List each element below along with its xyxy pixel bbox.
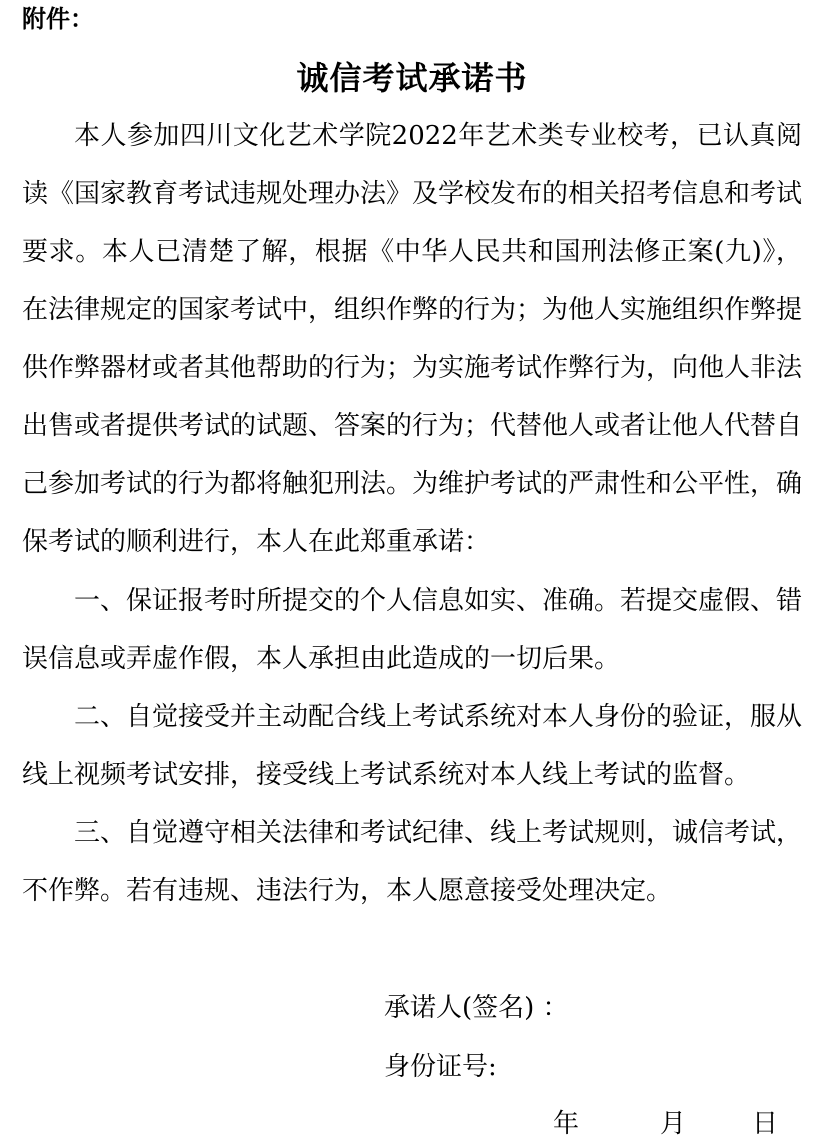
signer-signature-label: 承诺人(签名) ： [384, 993, 569, 1023]
commitment-item-3: 三、自觉遵守相关法律和考试纪律、线上考试规则，诚信考试，不作弊。若有违规、违法行为，本人愿意接受处理决定。 [22, 818, 803, 906]
intro-paragraph: 本人参加四川文化艺术学院2022年艺术类专业校考，已认真阅读《国家教育考试违规处理办法》及学校发布的相关招考信息和考试要求。本人已清楚了解，根据《中华人民共和国刑法修正案(九)》，在法律规定的国家考试中，组织作弊的行为；为他人实施组织作弊提供作弊器材或者其他帮助的行为；为实施考试作弊行为，向他人非法出售或者提供考试的试题、答案的行为；代替他人或者让他人代替自己参加考试的行为都将触犯刑法。为维护考试的严肃性和公平性，确保考试的顺利进行，本人在此郑重承诺： [22, 121, 803, 557]
date-row [0, 1106, 824, 1142]
attachment-label: 附件： [22, 4, 94, 33]
id-number-label: 身份证号: [384, 1052, 497, 1082]
commitment-item-2: 二、自觉接受并主动配合线上考试系统对本人身份的验证，服从线上视频考试安排，接受线上考试系统对本人线上考试的监督。 [22, 702, 803, 790]
date-month-label: 月 [660, 1109, 687, 1139]
commitment-item-1: 一、保证报考时所提交的个人信息如实、准确。若提交虚假、错误信息或弄虚作假，本人承担由此造成的一切后果。 [22, 586, 803, 674]
date-year-label: 年 [553, 1109, 580, 1139]
date-day-label: 日 [752, 1109, 779, 1139]
document-title: 诚信考试承诺书 [296, 59, 528, 97]
